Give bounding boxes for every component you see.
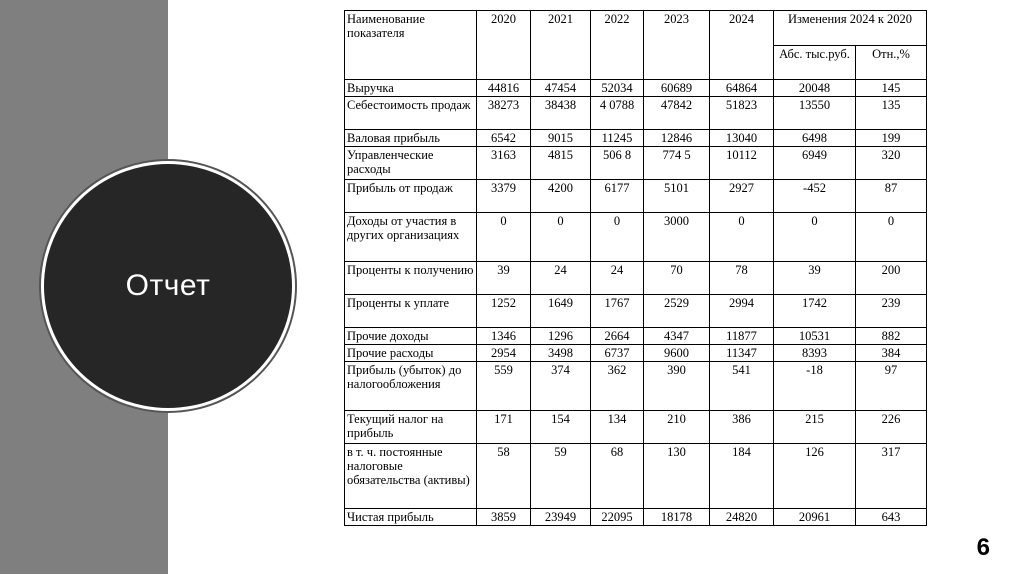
- table-cell: 52034: [591, 80, 644, 97]
- row-indicator-name: Валовая прибыль: [345, 130, 477, 147]
- table-cell: 882: [856, 328, 927, 345]
- row-indicator-name: Прибыль (убыток) до налогообложения: [345, 362, 477, 411]
- table-cell: 4 0788: [591, 97, 644, 130]
- table-cell: 1742: [774, 295, 856, 328]
- slide-title: Отчет: [125, 269, 211, 302]
- table-cell: 13550: [774, 97, 856, 130]
- report-table-container: [344, 10, 926, 526]
- table-cell: 20048: [774, 80, 856, 97]
- table-cell: 3163: [477, 147, 531, 180]
- table-cell: 24: [531, 262, 591, 295]
- table-cell: 38438: [531, 97, 591, 130]
- table-cell: 47842: [644, 97, 710, 130]
- table-row: [345, 345, 927, 362]
- table-cell: 362: [591, 362, 644, 411]
- table-cell: 13040: [710, 130, 774, 147]
- table-cell: 171: [477, 411, 531, 444]
- table-cell: 3498: [531, 345, 591, 362]
- table-cell: 0: [531, 213, 591, 262]
- row-indicator-name: Текущий налог на прибыль: [345, 411, 477, 444]
- table-cell: 3859: [477, 509, 531, 526]
- table-cell: 38273: [477, 97, 531, 130]
- table-cell: 24: [591, 262, 644, 295]
- table-cell: 390: [644, 362, 710, 411]
- table-cell: 2954: [477, 345, 531, 362]
- row-indicator-name: Проценты к уплате: [345, 295, 477, 328]
- table-cell: 6498: [774, 130, 856, 147]
- table-header-row: [345, 11, 927, 46]
- row-indicator-name: Проценты к получению: [345, 262, 477, 295]
- table-cell: 135: [856, 97, 927, 130]
- table-cell: 6542: [477, 130, 531, 147]
- table-cell: 386: [710, 411, 774, 444]
- table-cell: 2927: [710, 180, 774, 213]
- table-cell: 68: [591, 444, 644, 509]
- table-cell: -18: [774, 362, 856, 411]
- table-cell: 559: [477, 362, 531, 411]
- table-cell: 506 8: [591, 147, 644, 180]
- table-cell: 200: [856, 262, 927, 295]
- header-abs-change: Абс. тыс.руб.: [774, 45, 856, 80]
- table-cell: 39: [477, 262, 531, 295]
- table-cell: 199: [856, 130, 927, 147]
- table-cell: 24820: [710, 509, 774, 526]
- table-row: [345, 147, 927, 180]
- table-row: [345, 444, 927, 509]
- table-cell: 126: [774, 444, 856, 509]
- row-indicator-name: в т. ч. постоянные налоговые обязательства (активы): [345, 444, 477, 509]
- table-cell: 1649: [531, 295, 591, 328]
- row-indicator-name: Прочие расходы: [345, 345, 477, 362]
- table-cell: -452: [774, 180, 856, 213]
- table-row: [345, 130, 927, 147]
- row-indicator-name: Доходы от участия в других организациях: [345, 213, 477, 262]
- table-cell: 1252: [477, 295, 531, 328]
- table-cell: 320: [856, 147, 927, 180]
- table-cell: 215: [774, 411, 856, 444]
- table-cell: 47454: [531, 80, 591, 97]
- header-year: 2023: [644, 11, 710, 80]
- row-indicator-name: Прочие доходы: [345, 328, 477, 345]
- table-cell: 23949: [531, 509, 591, 526]
- table-cell: 39: [774, 262, 856, 295]
- table-cell: 70: [644, 262, 710, 295]
- table-row: [345, 213, 927, 262]
- table-cell: 8393: [774, 345, 856, 362]
- table-cell: 210: [644, 411, 710, 444]
- table-cell: 0: [477, 213, 531, 262]
- table-cell: 6737: [591, 345, 644, 362]
- table-cell: 0: [856, 213, 927, 262]
- row-indicator-name: Выручка: [345, 80, 477, 97]
- title-circle: [44, 164, 292, 408]
- table-cell: 154: [531, 411, 591, 444]
- table-cell: 774 5: [644, 147, 710, 180]
- table-cell: 11245: [591, 130, 644, 147]
- table-row: [345, 295, 927, 328]
- table-cell: 1767: [591, 295, 644, 328]
- table-cell: 130: [644, 444, 710, 509]
- table-cell: 11347: [710, 345, 774, 362]
- financial-report-table: [344, 10, 927, 526]
- table-cell: 4347: [644, 328, 710, 345]
- table-row: [345, 509, 927, 526]
- table-row: [345, 328, 927, 345]
- table-row: [345, 411, 927, 444]
- table-cell: 78: [710, 262, 774, 295]
- table-cell: 9600: [644, 345, 710, 362]
- header-year: 2020: [477, 11, 531, 80]
- table-cell: 5101: [644, 180, 710, 213]
- table-cell: 2664: [591, 328, 644, 345]
- table-cell: 3379: [477, 180, 531, 213]
- table-cell: 317: [856, 444, 927, 509]
- table-cell: 4815: [531, 147, 591, 180]
- table-cell: 643: [856, 509, 927, 526]
- table-cell: 134: [591, 411, 644, 444]
- table-cell: 11877: [710, 328, 774, 345]
- table-cell: 0: [710, 213, 774, 262]
- table-cell: 184: [710, 444, 774, 509]
- table-cell: 2529: [644, 295, 710, 328]
- table-cell: 6177: [591, 180, 644, 213]
- table-cell: 22095: [591, 509, 644, 526]
- table-cell: 384: [856, 345, 927, 362]
- row-indicator-name: Чистая прибыль: [345, 509, 477, 526]
- table-body: [345, 80, 927, 526]
- table-cell: 239: [856, 295, 927, 328]
- table-cell: 12846: [644, 130, 710, 147]
- table-cell: 3000: [644, 213, 710, 262]
- header-year: 2022: [591, 11, 644, 80]
- table-cell: 59: [531, 444, 591, 509]
- table-cell: 44816: [477, 80, 531, 97]
- header-change: Изменения 2024 к 2020: [774, 11, 927, 46]
- header-year: 2024: [710, 11, 774, 80]
- page-number: 6: [976, 534, 990, 561]
- row-indicator-name: Прибыль от продаж: [345, 180, 477, 213]
- table-cell: 1346: [477, 328, 531, 345]
- table-cell: 97: [856, 362, 927, 411]
- table-cell: 1296: [531, 328, 591, 345]
- table-cell: 374: [531, 362, 591, 411]
- table-row: [345, 80, 927, 97]
- table-cell: 51823: [710, 97, 774, 130]
- table-cell: 0: [591, 213, 644, 262]
- table-row: [345, 262, 927, 295]
- table-cell: 9015: [531, 130, 591, 147]
- row-indicator-name: Управленческие расходы: [345, 147, 477, 180]
- table-cell: 20961: [774, 509, 856, 526]
- header-year: 2021: [531, 11, 591, 80]
- table-cell: 4200: [531, 180, 591, 213]
- table-cell: 226: [856, 411, 927, 444]
- table-cell: 145: [856, 80, 927, 97]
- table-cell: 6949: [774, 147, 856, 180]
- table-cell: 10112: [710, 147, 774, 180]
- row-indicator-name: Себестоимость продаж: [345, 97, 477, 130]
- table-row: [345, 362, 927, 411]
- table-cell: 60689: [644, 80, 710, 97]
- table-cell: 18178: [644, 509, 710, 526]
- table-cell: 87: [856, 180, 927, 213]
- header-rel-change: Отн.,%: [856, 45, 927, 80]
- table-cell: 2994: [710, 295, 774, 328]
- header-indicator-name: Наименование показателя: [345, 11, 477, 80]
- table-cell: 0: [774, 213, 856, 262]
- table-cell: 64864: [710, 80, 774, 97]
- table-row: [345, 180, 927, 213]
- table-row: [345, 97, 927, 130]
- table-cell: 541: [710, 362, 774, 411]
- table-cell: 58: [477, 444, 531, 509]
- table-cell: 10531: [774, 328, 856, 345]
